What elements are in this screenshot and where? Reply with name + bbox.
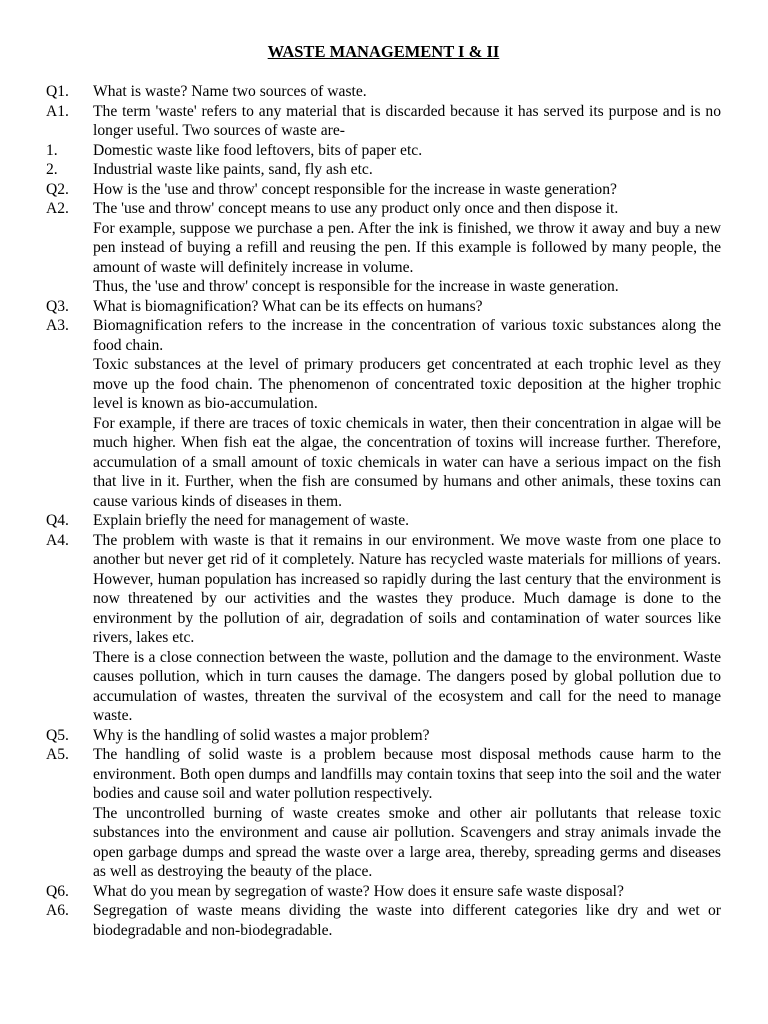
entry-q6 — [46, 882, 721, 902]
entry-list-item-1 — [46, 141, 721, 161]
paragraph: What is waste? Name two sources of waste. — [93, 83, 367, 100]
entry-a1 — [46, 102, 721, 141]
entry-body — [93, 160, 721, 180]
entry-label: A3. — [46, 317, 69, 334]
paragraph: There is a close connection between the waste, pollution and the damage to the environment. Waste causes pollution, which in turn causes the damage. The dangers posed by global pollution due to accumulation of wastes, threaten the survival of the ecosystem and call for the need to manage waste. — [93, 648, 721, 724]
entry-label: Q4. — [46, 512, 69, 529]
entry-body — [93, 882, 721, 902]
paragraph: What is biomagnification? What can be its effects on humans? — [93, 297, 483, 315]
entry-body — [93, 199, 721, 297]
entry-label: 2. — [46, 161, 58, 178]
entry-q5 — [46, 726, 721, 746]
entry-label: A6. — [46, 902, 69, 919]
entry-body — [93, 82, 721, 102]
entry-label: A5. — [46, 746, 69, 763]
page-title: WASTE MANAGEMENT I & II — [267, 42, 500, 61]
paragraph: For example, if there are traces of toxic chemicals in water, then their concentration in algae will be much higher. When fish eat the algae, the concentration of toxins will increase further. Therefore, accumulation of a small amount of toxic chemicals in water can have a serious impact on the fish that live in it. Further, when the fish are consumed by humans and other animals, these toxins can cause various kinds of diseases in them. — [93, 414, 721, 510]
entry-body — [93, 180, 721, 200]
paragraph: The problem with waste is that it remains in our environment. We move waste from one place to another but never get rid of it completely. Nature has recycled waste materials for millions of years. However, human population has increased so rapidly during the last century that the environment is now threatened by our activities and the wastes they produce. Much damage is done to the environment by the pollution of air, degradation of soils and contamination of water sources like rivers, lakes etc. — [93, 531, 721, 646]
entry-body — [93, 141, 721, 161]
paragraph: Toxic substances at the level of primary producers get concentrated at each trophic level as they move up the food chain. The phenomenon of concentrated toxic deposition at the higher trophic level is known as bio-accumulation. — [93, 356, 721, 412]
entry-a3 — [46, 316, 721, 511]
paragraph: Domestic waste like food leftovers, bits of paper etc. — [93, 141, 423, 159]
entry-label: Q6. — [46, 882, 69, 900]
entry-body — [93, 511, 721, 531]
entry-body — [93, 901, 721, 940]
entry-q1 — [46, 82, 721, 102]
paragraph: The handling of solid waste is a problem because most disposal methods cause harm to the environment. Both open dumps and landfills may contain toxins that seep into the soil and the water bodies and cause soil and water pollution respectively. — [93, 746, 721, 802]
paragraph: Explain briefly the need for management of waste. — [93, 512, 410, 529]
entry-q4 — [46, 511, 721, 531]
paragraph: Biomagnification refers to the increase in the concentration of various toxic substances along the food chain. — [93, 317, 721, 354]
paragraph: What do you mean by segregation of waste? How does it ensure safe waste disposal? — [93, 882, 624, 900]
entry-label: A1. — [46, 102, 69, 120]
paragraph: The uncontrolled burning of waste creates smoke and other air pollutants that release toxic substances into the environment and cause air pollution. Scavengers and stray animals invade the open garbage dumps and spread the waste over a large area, thereby, spreading germs and diseases as well as destroying the beauty of the place. — [93, 804, 721, 880]
paragraph: The term 'waste' refers to any material that is discarded because it has served its purpose and is no longer useful. Two sources of waste are- — [93, 102, 721, 139]
paragraph: Thus, the 'use and throw' concept is responsible for the increase in waste generation. — [93, 278, 619, 295]
entry-label: A2. — [46, 200, 69, 217]
paragraph: Why is the handling of solid wastes a major problem? — [93, 726, 430, 744]
entry-a6 — [46, 901, 721, 940]
entry-a2 — [46, 199, 721, 297]
entry-list-item-2 — [46, 160, 721, 180]
paragraph: How is the 'use and throw' concept responsible for the increase in waste generation? — [93, 180, 617, 198]
entry-body — [93, 297, 721, 317]
entry-body — [93, 102, 721, 141]
entry-a4 — [46, 531, 721, 726]
paragraph: For example, suppose we purchase a pen. After the ink is finished, we throw it away and buy a new pen instead of buying a refill and reusing the pen. If this example is followed by many people, the amount of waste will definitely increase in volume. — [93, 219, 721, 276]
entry-label: Q2. — [46, 180, 69, 198]
entry-label: 1. — [46, 141, 58, 159]
entry-a5 — [46, 745, 721, 882]
entry-body — [93, 745, 721, 882]
paragraph: Industrial waste like paints, sand, fly ash etc. — [93, 161, 373, 178]
entry-label: Q3. — [46, 297, 69, 315]
entry-body — [93, 726, 721, 746]
paragraph: Segregation of waste means dividing the waste into different categories like dry and wet or biodegradable and non-biodegradable. — [93, 902, 721, 939]
entry-label: Q1. — [46, 83, 69, 100]
entry-label: Q5. — [46, 726, 69, 744]
paragraph: The 'use and throw' concept means to use any product only once and then dispose it. — [93, 200, 619, 217]
entry-q3 — [46, 297, 721, 317]
entry-label: A4. — [46, 531, 69, 549]
entry-body — [93, 316, 721, 511]
entry-q2 — [46, 180, 721, 200]
entry-body — [93, 531, 721, 726]
